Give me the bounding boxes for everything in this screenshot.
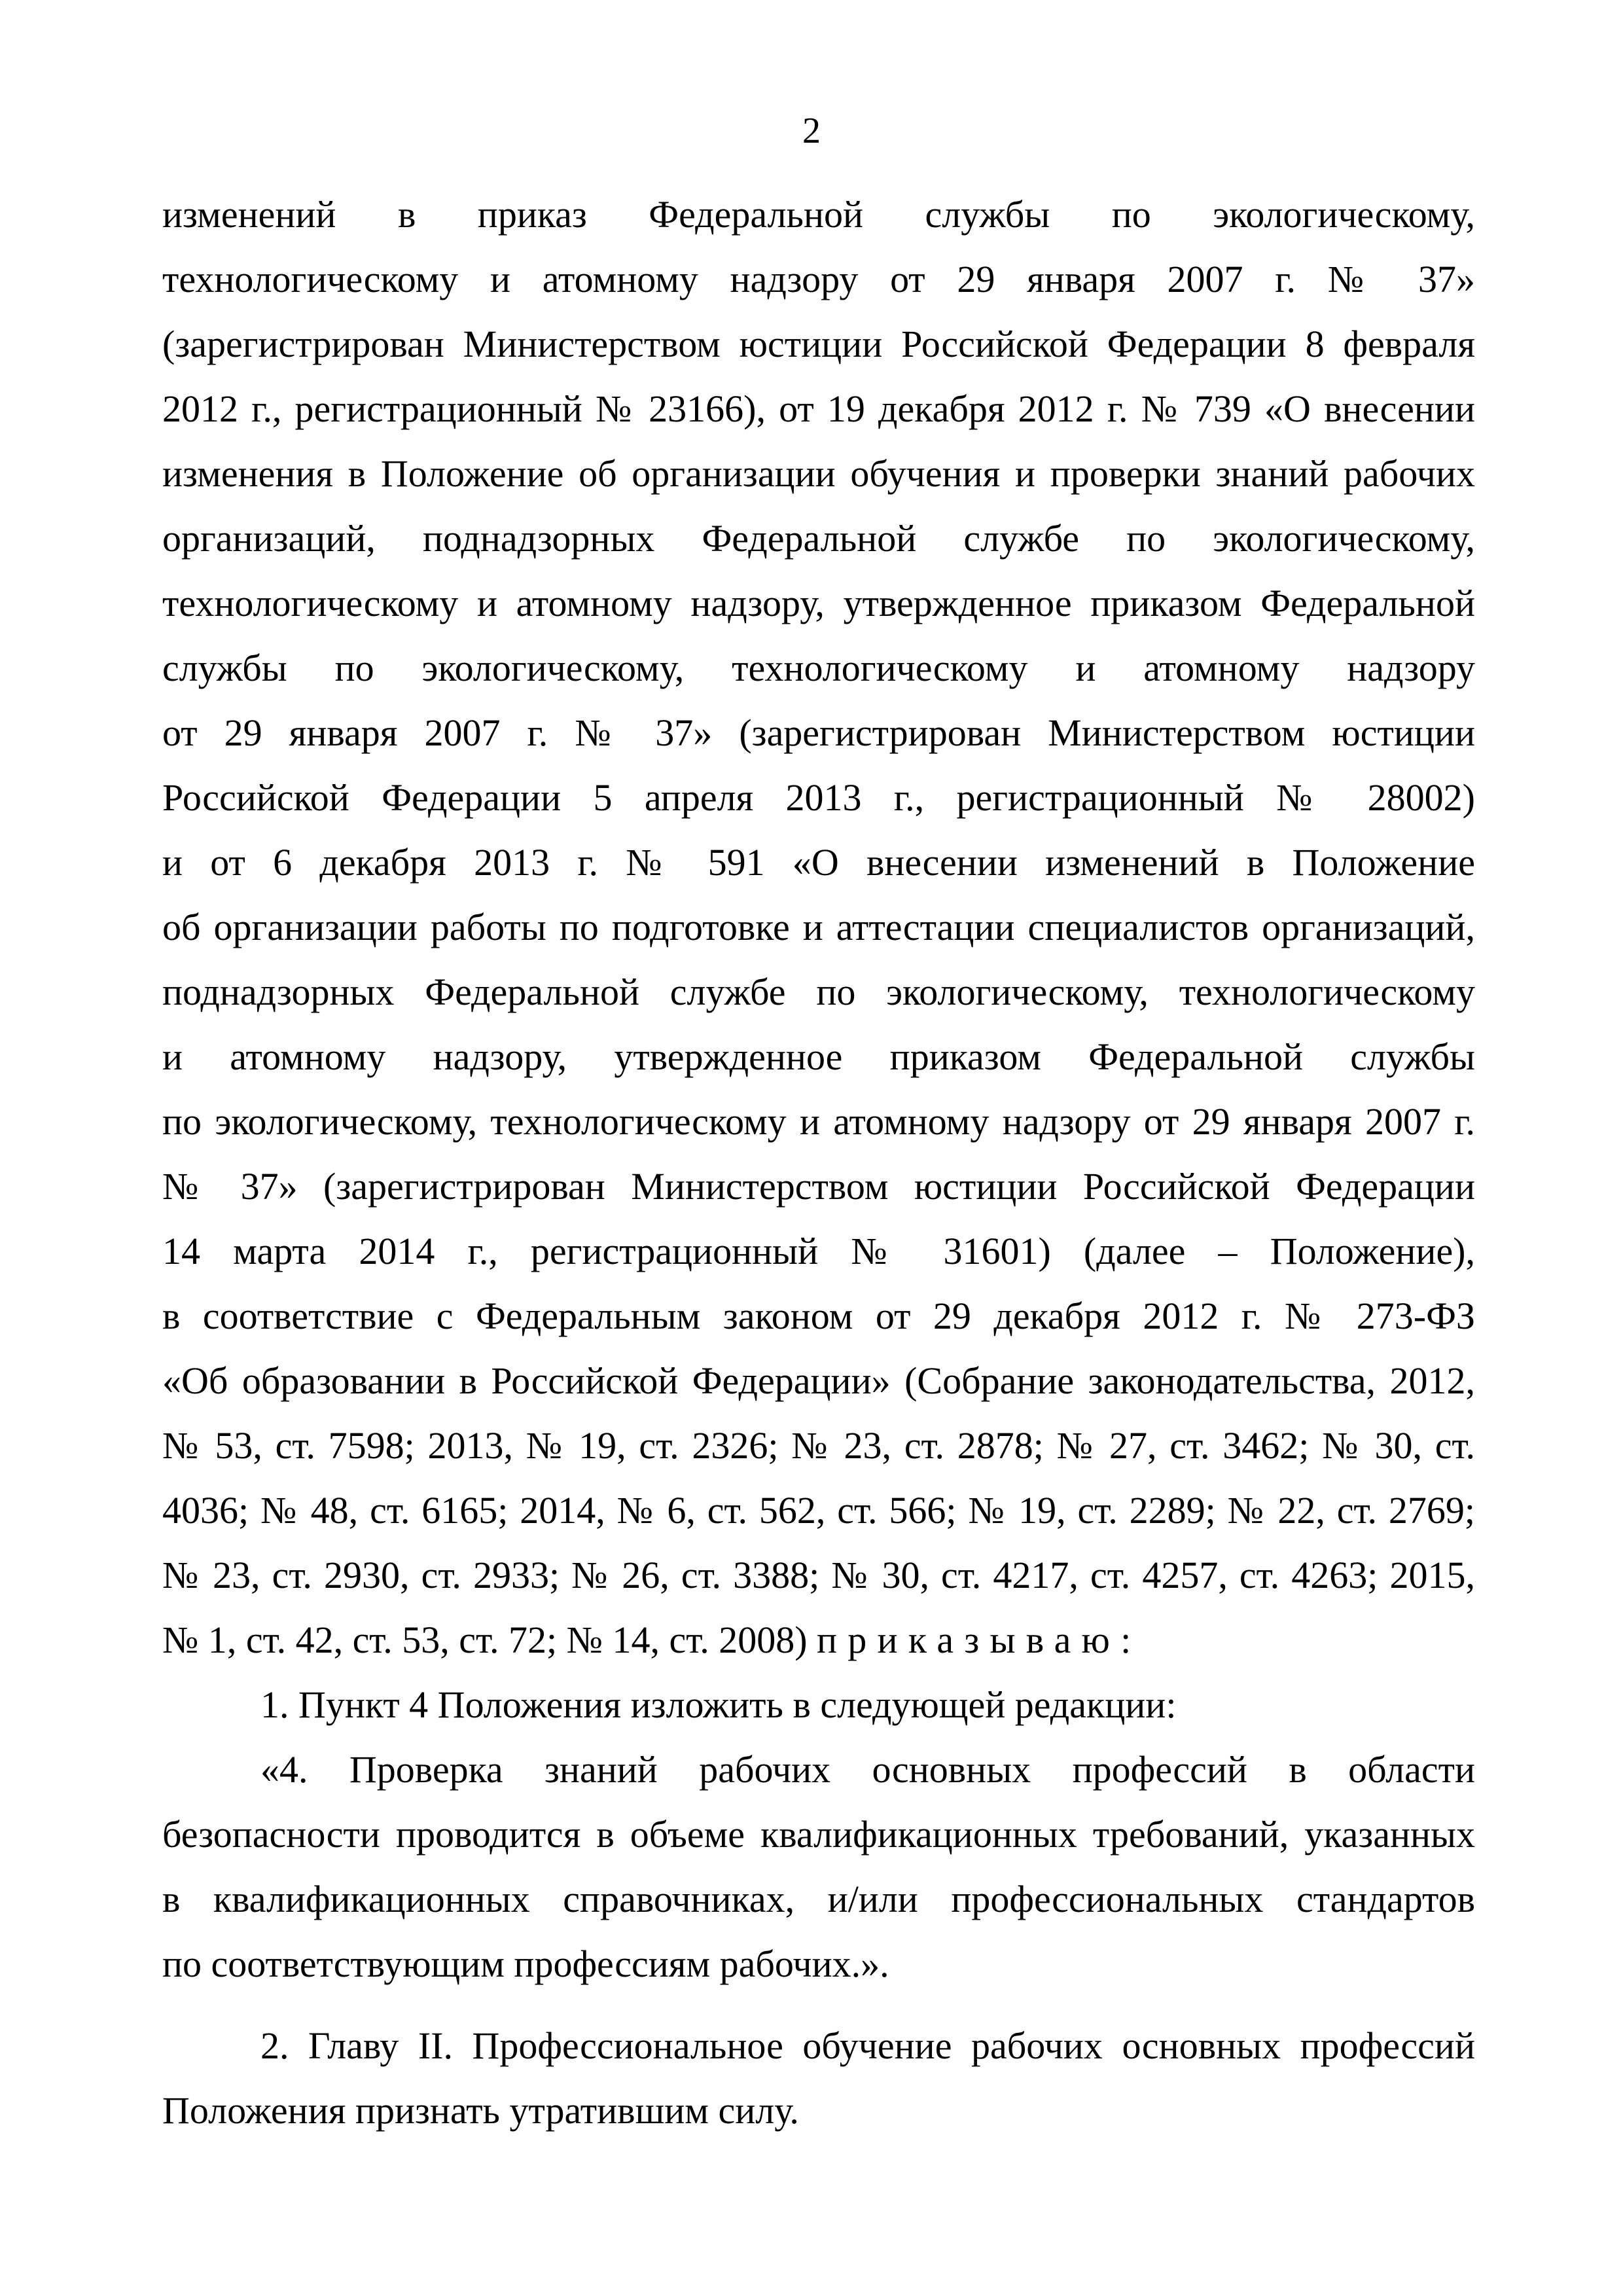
text-line: технологическому и атомному надзору от 29 января 2007 г. № 37» [162,258,1475,300]
text-line: в соответствие с Федеральным законом от 29 декабря 2012 г. № 273-ФЗ [162,1295,1475,1337]
quote-line: «4. Проверка знаний рабочих основных профессий в области [260,1748,1475,1791]
text-line: и от 6 декабря 2013 г. № 591 «О внесении изменений в Положение [162,841,1475,884]
text-line: «Об образовании в Российской Федерации» (Собрание законодательства, 2012, [162,1359,1475,1402]
text-line: от 29 января 2007 г. № 37» (зарегистрирован Министерством юстиции [162,711,1475,754]
quote-line: по соответствующим профессиям рабочих.». [162,1943,889,1985]
order-keyword: приказываю: [817,1619,1142,1661]
text-line: по экологическому, технологическому и атомному надзору от 29 января 2007 г. [162,1100,1475,1143]
text-line: и атомному надзору, утвержденное приказом Федеральной службы [162,1035,1475,1078]
order-line [162,1607,1475,1672]
text-line: изменения в Положение об организации обучения и проверки знаний рабочих [162,452,1475,495]
text-line: об организации работы по подготовке и аттестации специалистов организаций, [162,906,1475,948]
text-line: № 23, ст. 2930, ст. 2933; № 26, ст. 3388; № 30, ст. 4217, ст. 4257, ст. 4263; 2015, [162,1554,1475,1596]
paragraph-gap [162,1996,1475,2013]
order-line-text: № 1, ст. 42, ст. 53, ст. 72; № 14, ст. 2008) [162,1619,808,1661]
text-line: организаций, поднадзорных Федеральной службе по экологическому, [162,517,1475,560]
text-line: службы по экологическому, технологическому и атомному надзору [162,647,1475,689]
item-1-paragraph: 1. Пункт 4 Положения изложить в следующей редакции: [260,1683,1177,1726]
item-2-line: 2. Главу II. Профессиональное обучение рабочих основных профессий [260,2024,1475,2067]
text-line: 2012 г., регистрационный № 23166), от 19 декабря 2012 г. № 739 «О внесении [162,387,1475,430]
text-line: 4036; № 48, ст. 6165; 2014, № 6, ст. 562, ст. 566; № 19, ст. 2289; № 22, ст. 2769; [162,1489,1475,1532]
text-line: (зарегистрирован Министерством юстиции Российской Федерации 8 февраля [162,323,1475,365]
text-line: № 37» (зарегистрирован Министерством юстиции Российской Федерации [162,1165,1475,1208]
document-body [162,182,1475,2143]
text-line: технологическому и атомному надзору, утвержденное приказом Федеральной [162,582,1475,624]
text-line: Российской Федерации 5 апреля 2013 г., регистрационный № 28002) [162,776,1475,819]
quote-line: в квалификационных справочниках, и/или профессиональных стандартов [162,1878,1475,1920]
text-line: поднадзорных Федеральной службе по экологическому, технологическому [162,971,1475,1013]
text-line: изменений в приказ Федеральной службы по экологическому, [162,193,1475,236]
text-line: № 53, ст. 7598; 2013, № 19, ст. 2326; № 23, ст. 2878; № 27, ст. 3462; № 30, ст. [162,1424,1475,1467]
quote-line: безопасности проводится в объеме квалификационных требований, указанных [162,1813,1475,1856]
item-2-line: Положения признать утратившим силу. [162,2089,799,2132]
text-line: 14 марта 2014 г., регистрационный № 31601) (далее – Положение), [162,1230,1475,1272]
page-number: 2 [802,111,821,151]
